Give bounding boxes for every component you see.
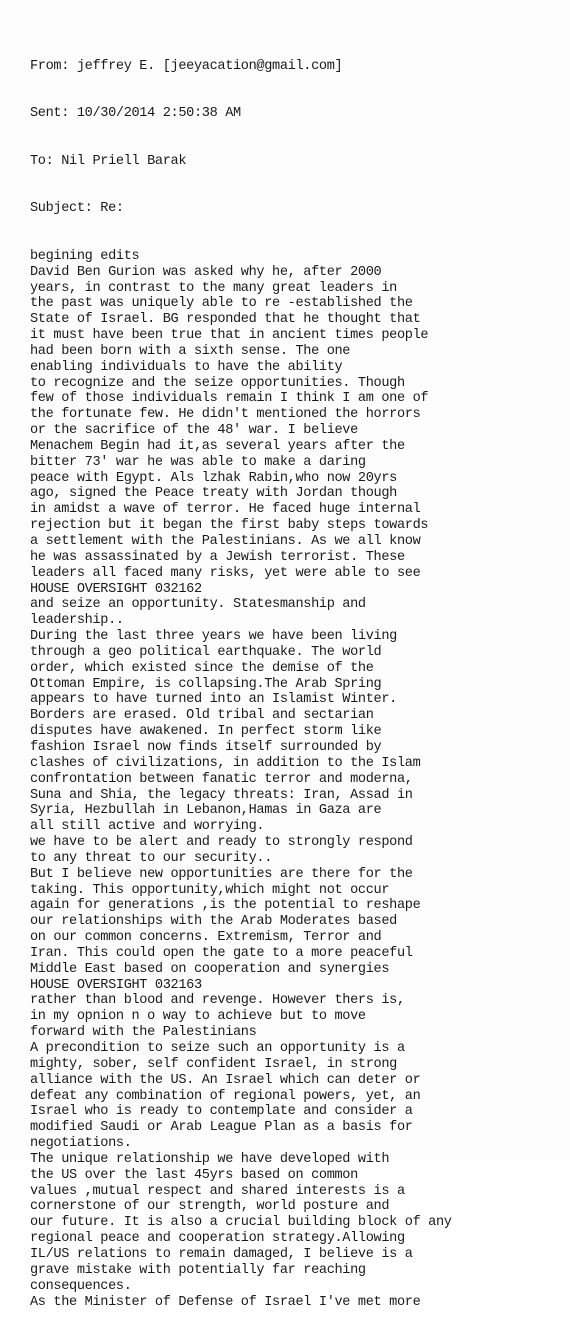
- body-line: bitter 73' war he was able to make a daring: [30, 454, 366, 470]
- body-line: clashes of civilizations, in addition to the Islam: [30, 755, 421, 771]
- body-line: he was assassinated by a Jewish terrorist. These: [30, 549, 405, 565]
- body-line: Borders are erased. Old tribal and sectarian: [30, 708, 374, 724]
- body-line: taking. This opportunity,which might not occur: [30, 882, 390, 898]
- body-line: the US over the last 45yrs based on common: [30, 1167, 358, 1183]
- body-line: we have to be alert and ready to strongly respond: [30, 835, 413, 851]
- email-document: [30, 27, 560, 1342]
- body-line: order, which existed since the demise of the: [30, 660, 374, 676]
- body-line: disputes have awakened. In perfect storm like: [30, 724, 382, 740]
- body-line: values ,mutual respect and shared interests is a: [30, 1183, 405, 1199]
- body-line: appears to have turned into an Islamist Winter.: [30, 692, 397, 708]
- body-line: leadership..: [30, 613, 124, 629]
- body-line: The unique relationship we have developed with: [30, 1151, 390, 1167]
- body-line: all still active and worrying.: [30, 819, 265, 835]
- body-line: HOUSE OVERSIGHT 032163: [30, 977, 202, 993]
- body-line: alliance with the US. An Israel which can deter or: [30, 1072, 421, 1088]
- body-line: State of Israel. BG responded that he thought that: [30, 312, 421, 328]
- body-line: David Ben Gurion was asked why he, after 2000: [30, 264, 382, 280]
- body-line: the fortunate few. He didn't mentioned the horrors: [30, 407, 421, 423]
- body-line: Menachem Begin had it,as several years after the: [30, 438, 405, 454]
- body-line: HOUSE OVERSIGHT 032162: [30, 581, 202, 597]
- body-line: ago, signed the Peace treaty with Jordan though: [30, 486, 397, 502]
- body-line: and seize an opportunity. Statesmanship and: [30, 597, 366, 613]
- body-line: had been born with a sixth sense. The one: [30, 343, 351, 359]
- body-line: on our common concerns. Extremism, Terror and: [30, 930, 382, 946]
- body-line: years, in contrast to the many great leaders in: [30, 280, 397, 296]
- body-line: in my opnion n o way to achieve but to move: [30, 1009, 366, 1025]
- body-line: Suna and Shia, the legacy threats: Iran, Assad in: [30, 787, 413, 803]
- body-line: During the last three years we have been living: [30, 629, 397, 645]
- header-subject: Subject: Re:: [30, 201, 124, 217]
- body-line: to any threat to our security..: [30, 850, 273, 866]
- body-line: IL/US relations to remain damaged, I believe is a: [30, 1246, 413, 1262]
- body-line: peace with Egypt. Als lzhak Rabin,who now 20yrs: [30, 470, 397, 486]
- body-line: modified Saudi or Arab League Plan as a basis for: [30, 1120, 413, 1136]
- body-line: grave mistake with potentially far reaching: [30, 1262, 366, 1278]
- body-line: negotiations.: [30, 1136, 132, 1152]
- body-line: a settlement with the Palestinians. As we all know: [30, 534, 421, 549]
- body-line: Israel who is ready to contemplate and consider a: [30, 1104, 413, 1120]
- body-line: our future. It is also a crucial building block of any: [30, 1215, 452, 1231]
- body-line: or the sacrifice of the 48' war. I believe: [30, 423, 358, 439]
- body-line: defeat any combination of regional powers, yet, an: [30, 1088, 421, 1104]
- body-line: A precondition to seize such an opportunity is a: [30, 1041, 405, 1056]
- email-body: [30, 249, 560, 1311]
- header-to: To: Nil Priell Barak: [30, 153, 187, 169]
- body-line: Ottoman Empire, is collapsing.The Arab Spring: [30, 676, 382, 692]
- body-line: rather than blood and revenge. However thers is,: [30, 993, 405, 1009]
- body-line: leaders all faced many risks, yet were able to see: [30, 565, 421, 581]
- body-line: enabling individuals to have the ability: [30, 359, 343, 375]
- body-line: fashion Israel now finds itself surrounded by: [30, 739, 382, 755]
- body-line: again for generations ,is the potential to reshape: [30, 898, 421, 914]
- body-line: to recognize and the seize opportunities. Though: [30, 375, 405, 391]
- body-line: consequences.: [30, 1278, 132, 1294]
- body-line: in amidst a wave of terror. He faced huge internal: [30, 502, 421, 518]
- body-line: our relationships with the Arab Moderates based: [30, 914, 397, 930]
- body-line: Middle East based on cooperation and synergies: [30, 961, 390, 977]
- body-line: it must have been true that in ancient times people: [30, 328, 429, 344]
- body-line: the past was uniquely able to re -established the: [30, 296, 413, 312]
- body-line: through a geo political earthquake. The world: [30, 644, 382, 660]
- header-from: From: jeffrey E. [jeeyacation@gmail.com]: [30, 58, 343, 74]
- body-line: few of those individuals remain I think I am one of: [30, 391, 429, 407]
- body-line: begining edits: [30, 248, 140, 264]
- body-line: regional peace and cooperation strategy.Allowing: [30, 1231, 405, 1247]
- header-sent: Sent: 10/30/2014 2:50:38 AM: [30, 106, 241, 122]
- body-line: cornerstone of our strength, world posture and: [30, 1199, 390, 1215]
- body-line: As the Minister of Defense of Israel I've met more: [30, 1294, 421, 1310]
- body-line: Syria, Hezbullah in Lebanon,Hamas in Gaza are: [30, 803, 382, 819]
- body-line: Iran. This could open the gate to a more peaceful: [30, 945, 413, 961]
- body-line: mighty, sober, self confident Israel, in strong: [30, 1056, 397, 1072]
- body-line: forward with the Palestinians: [30, 1025, 257, 1041]
- body-line: rejection but it began the first baby steps towards: [30, 518, 429, 534]
- body-line: confrontation between fanatic terror and moderna,: [30, 771, 413, 787]
- body-line: But I believe new opportunities are there for the: [30, 866, 413, 882]
